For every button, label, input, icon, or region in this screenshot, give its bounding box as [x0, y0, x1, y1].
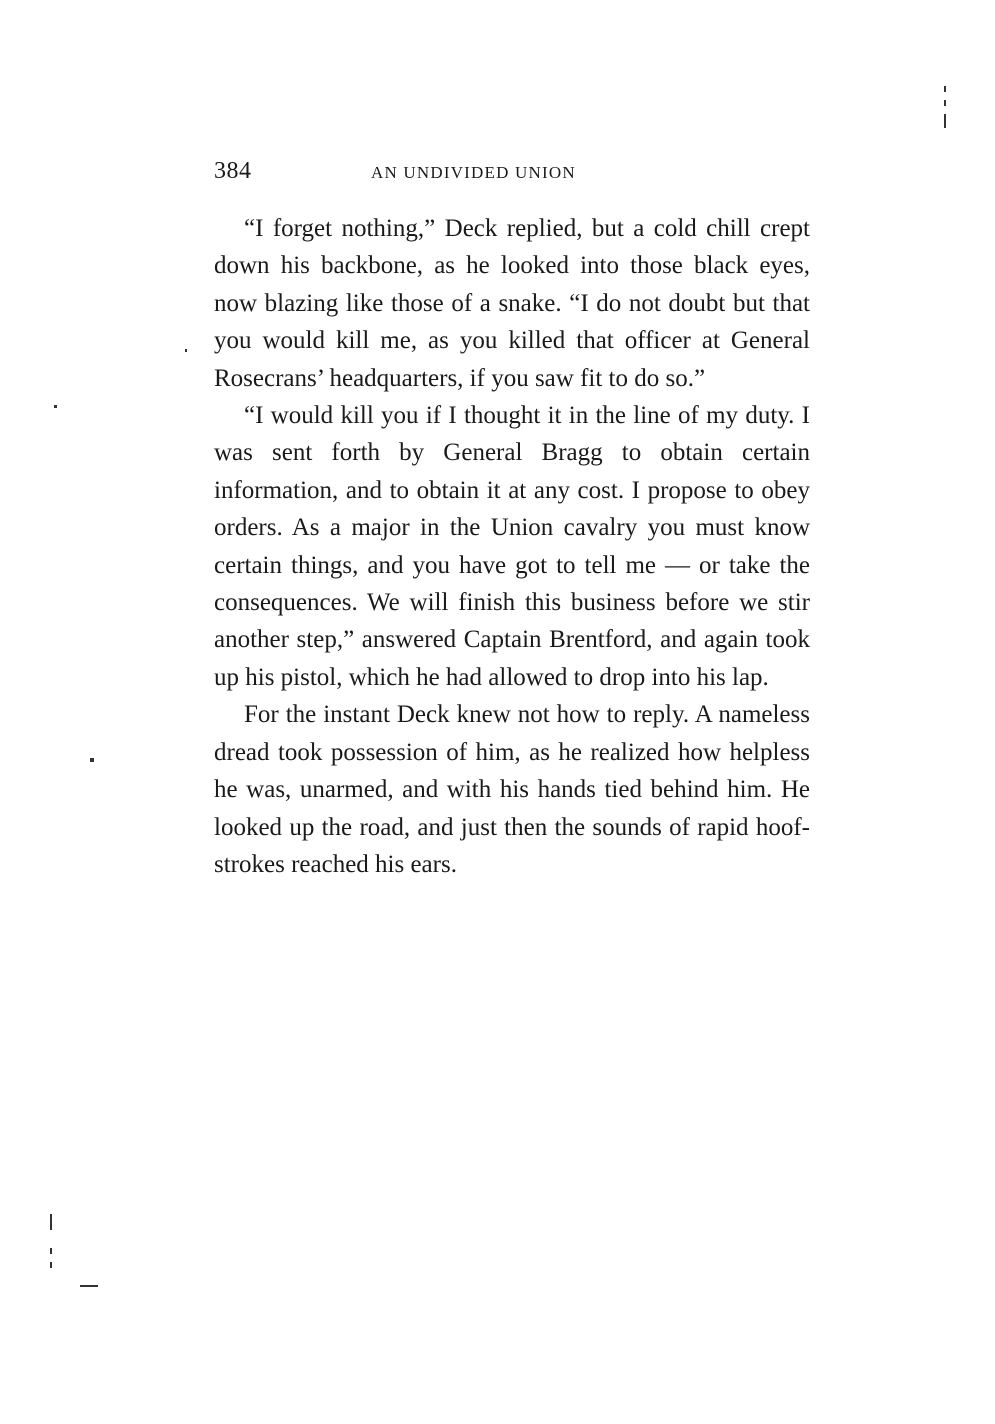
scan-speck	[50, 1214, 52, 1230]
page-header	[214, 158, 810, 188]
scan-speck	[50, 1248, 52, 1254]
running-title: AN UNDIVIDED UNION	[371, 163, 576, 182]
scan-speck	[50, 1262, 52, 1268]
paragraph: “I would kill you if I thought it in the line of my duty. I was sent forth by General Bragg to obtain certain information, and to obtain it at any cost. I propose to obey orders. As a major in the Union cavalry you must know certain things, and you have got to tell me — or take the consequences. We will finish this business before we stir another step,” answered Captain Brentford, and again took up his pistol, which he had allowed to drop into his lap.	[214, 402, 810, 691]
paragraph: “I forget nothing,” Deck replied, but a cold chill crept down his backbone, as he looked into those black eyes, now blazing like those of a snake. “I do not doubt but that you would kill me, as you killed that officer at General Rosecrans’ headquarters, if you saw fit to do so.”	[214, 215, 810, 392]
scan-speck	[90, 758, 94, 762]
scan-speck	[944, 114, 946, 128]
scan-speck	[54, 405, 57, 408]
paragraph: For the instant Deck knew not how to reply. A nameless dread took possession of him, as he realized how helpless he was, unarmed, and with his hands tied behind him. He looked up the road, and just then the sounds of rapid hoof-strokes reached his ears.	[214, 701, 810, 878]
scan-speck	[944, 86, 946, 92]
scan-speck	[185, 349, 187, 352]
scan-speck	[944, 100, 946, 106]
scan-speck	[80, 1285, 98, 1287]
body-text	[214, 210, 810, 883]
page-number: 384	[214, 158, 252, 184]
